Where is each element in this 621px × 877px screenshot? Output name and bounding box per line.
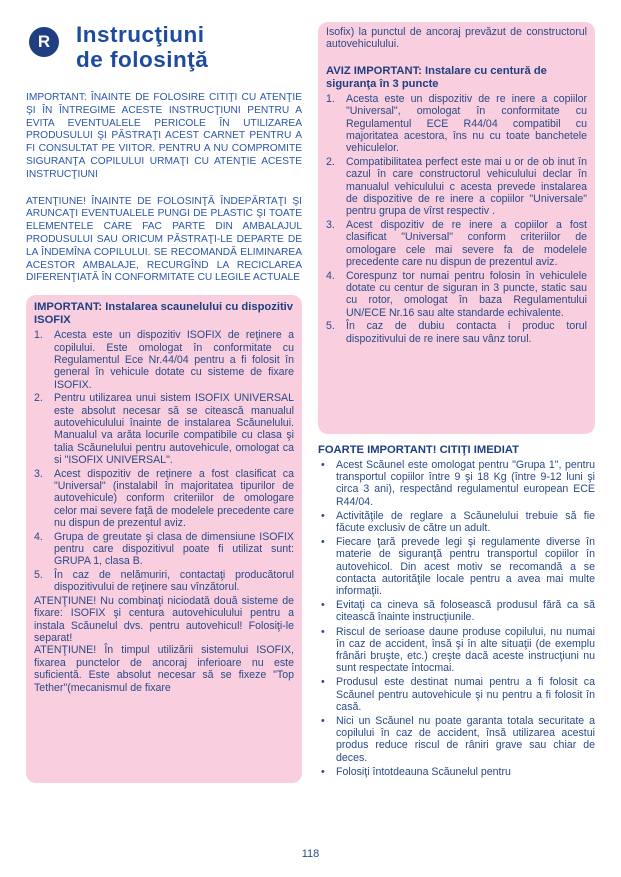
list-item: 3. Acest dispozitiv de re inere a copiilor a fost clasificat "Universal" conform criteriilor de omologare cele mai severe fa de modelele precedente care nu dispun de prezentul aviz. [326,218,587,269]
list-item: • Activităţile de reglare a Scăunelului trebuie să fie făcute exclusiv de către un adult. [321,509,595,535]
isofix-section [26,295,302,783]
belt-heading: AVIZ IMPORTANT: Instalare cu centură de siguranţa în 3 puncte [326,64,547,90]
list-item: • Nici un Scăunel nu poate garanta totala securitate a copilului în caz de accident, însă utilizarea acestui produs reduce riscul de râniri grave sau chiar de deces. [321,715,595,764]
page-number: 118 [301,848,320,860]
title-line-2: de folosinţă [76,47,209,72]
list-item: • Evitaţi ca cineva să folosească produsul fără ca să citească înainte instrucţiunile. [321,599,595,624]
title-line-1: Instrucţiuni [76,22,205,47]
list-item: • Folosiţi întotdeauna Scăunelul pentru [321,765,511,778]
list-item: 2. Pentru utilizarea unui sistem ISOFIX UNIVERSAL este absolut necesar să se citească manualul autovehiculului înainte de instalarea Scăunelului. Manualul va arăta locurile compatibile cu clasa şi talia Scăunelului pentru autovehicule, omologat ca si "ISOFIX UNIVERSAL". [34,392,294,467]
isofix-warning-2: ATENŢIUNE! În timpul utilizării sistemului ISOFIX, fixarea punctelor de ancoraj inferioare nu este suficientă. Este absolut necesar să se fixeze "Top Tether"(mecanismul de fixare [34,644,294,694]
right-column [318,22,595,780]
belt-section [318,22,595,434]
isofix-heading: IMPORTANT: Instalarea scaunelului cu dispozitiv ISOFIX [34,301,294,327]
page-title [76,22,302,72]
important-intro: IMPORTANT: ÎNAINTE DE FOLOSIRE CITIŢI CU ATENŢIE ŞI ÎN ÎNTREGIME ACESTE INSTRUCŢIUNI PENTRU A EVITA EVENTUALELE PERICOLE ÎN UTILIZAREA PRODUSULUI ŞI PĂSTRAŢI ACEST CARNET PENTRU A FI CONSULTAT PE VIITOR. PENTRU A NU COMPROMITE SIGURANŢA COPILULUI URMAŢI CU ATENŢIE ACESTE INSTRUCŢIUNI [26,92,302,180]
left-column [26,22,302,783]
list-item: 4. Grupa de greutate şi clasa de dimensiune ISOFIX pentru care dispozitivul poate fi utilizat sunt: GRUPA 1, clasa B. [34,530,294,568]
list-item: 3. Acest dispozitiv de reţinere a fost clasificat ca "Universal" (instalabil în majoritatea tipurilor de autovehicule) conform criteriilor de omologare celor mai severe faţă de modelele precedente care nu dispun de prezentul aviz. [34,467,294,530]
list-item: • Riscul de serioase daune produse copilului, nu numai în caz de accident, însă şi în alte situaţii (de exemplu frânări bruşte, etc.) creşte dacă aceste instrucţiuni nu sunt respectate întocmai. [321,625,595,675]
very-important-heading: FOARTE IMPORTANT! CITIŢI IMEDIAT [318,444,519,456]
list-item: 2. Compatibilitatea perfect este mai u or de ob inut în cazul în care constructorul vehiculului declar în manualul vehiculului c acesta prevede instalarea de dispozitive de re inere a copiilor "Universale" pentru grupa de vîrst respectiv . [326,155,587,218]
isofix-warning-1: ATENŢIUNE! Nu combinaţi niciodată două sisteme de fixare: ISOFIX şi centura autovehiculului pentru a instala Scăunelul dvs. pentru autovehicul! Folosiţi-le separat! [34,594,294,644]
list-item: 1. Acesta este un dispozitiv de re inere a copiilor "Universal", omologat în conformitate cu Regulamentul ECE R44/04 compatibil cu majoritatea acestora, îns nu cu toate banchetele vehiculelor. [326,92,587,155]
list-item: 1. Acesta este un dispozitiv ISOFIX de reţinere a copilului. Este omologat în conformitate cu Regulamentul Ece Nr.44/04 pentru a fi folosit în general în vehicule dotate cu sisteme de fixare ISOFIX. [34,329,294,391]
list-item: • Fiecare ţară prevede legi şi regulamente diverse în materie de siguranţă pentru transportul copiilor în autovehicol. Din acest motiv se recomandă a se contacta autorităţile locale pentru a avea mai multe informaţii. [321,536,595,598]
list-item: • Acest Scăunel este omologat pentru "Grupa 1", pentru transportul copiilor între 9 şi 18 Kg (între 9-12 luni şi circa 3 ani), respectând regulamentul european ECE R44/04. [321,459,595,508]
list-item: 5. În caz de nelămuriri, contactaţi producătorul dispozitivului de reţinere sau vînzătorul. [34,568,294,594]
list-item: • Produsul este destinat numai pentru a fi folosit ca Scăunel pentru autovehicule şi nu pentru a fi folosit în casă. [321,676,595,713]
language-badge: R [29,27,59,57]
belt-list [326,93,587,345]
isofix-continuation: Isofix) la punctul de ancoraj prevăzut de constructorul autovehiculului. [326,26,587,51]
very-important-list [318,459,595,778]
very-important-section [318,444,595,778]
warning-plastic: ATENŢIUNE! ÎNAINTE DE FOLOSINŢĂ ÎNDEPĂRTAŢI ŞI ARUNCAŢI EVENTUALELE PUNGI DE PLASTIC ŞI TOATE ELEMENTELE CARE FAC PARTE DIN AMBALAJUL PRODUSULUI SAU ORICUM PĂSTRAŢI-LE DEPARTE DE LA ÎNDEMÎNA COPILULUI. SE RECOMANDĂ ELIMINAREA ACESTOR AMBALAJE, RECURGÎND LA RECICLAREA DIFERENŢIATĂ ÎN CONFORMITATE CU LEGILE ACTUALE [26,195,302,284]
list-item: 4. Corespunz tor numai pentru folosin în vehiculele dotate cu centur de siguran in 3 puncte, static sau cu rotor, omologat în baza Regulamentului UN/ECE Nr.16 sau alte standarde echivalente. [326,269,587,319]
isofix-list [34,329,294,594]
list-item: 5. În caz de dubiu contacta i produc torul dispozitivului de re inere sau vânz torul. [326,320,587,345]
